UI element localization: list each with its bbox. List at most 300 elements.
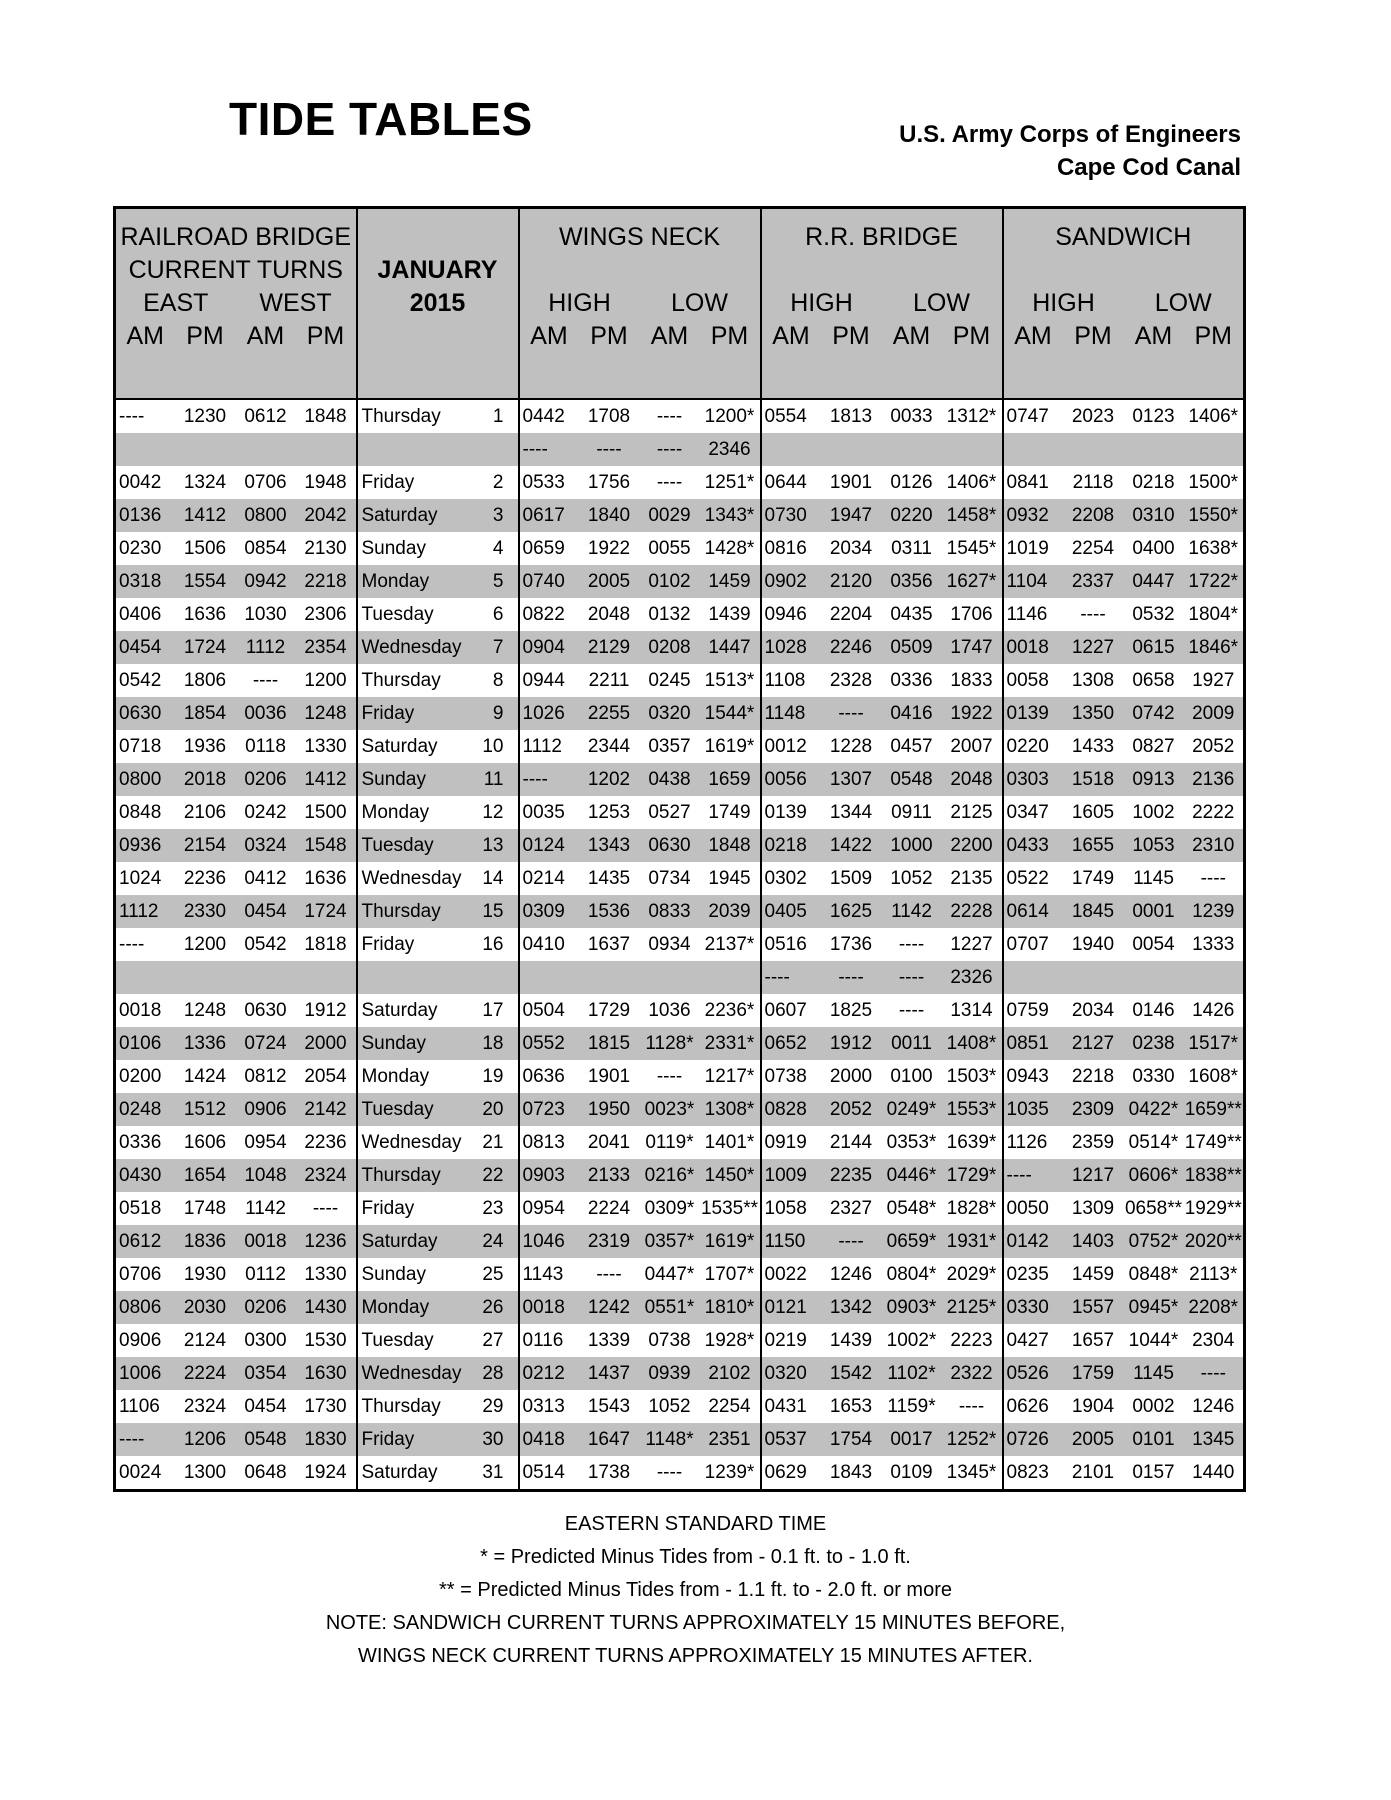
wn-high-am-cell: 0514 [519, 1456, 579, 1491]
wn-high-am-cell: 1143 [519, 1258, 579, 1291]
rr-high-am-cell: 0537 [761, 1423, 821, 1456]
table-row [115, 1456, 1245, 1491]
wn-low-am-cell: 0216* [640, 1159, 700, 1192]
table-row [115, 598, 1245, 631]
wn-low-am-cell: 0934 [640, 928, 700, 961]
rr-east-pm-cell: 1930 [175, 1258, 236, 1291]
rr-high-am-cell: 1058 [761, 1192, 821, 1225]
rr-east-pm-cell: 1300 [175, 1456, 236, 1491]
wn-high-am-cell: 0309 [519, 895, 579, 928]
wn-low-am-cell: 0320 [640, 697, 700, 730]
rr-west-pm-cell: 2042 [296, 499, 357, 532]
sw-high-pm-cell: 2359 [1063, 1126, 1124, 1159]
organization-block [899, 118, 1241, 184]
ampm-label: AM [236, 320, 296, 353]
rr-west-am-cell: 0942 [236, 565, 296, 598]
sw-low-pm-cell: 2009 [1184, 697, 1245, 730]
year-label: 2015 [357, 287, 519, 320]
rr-low-pm-cell: 1312* [942, 399, 1003, 433]
sw-low-pm-cell: 1638* [1184, 532, 1245, 565]
sw-high-am-cell: 0526 [1003, 1357, 1063, 1390]
footer-notes [0, 1508, 1391, 1673]
day-name-cell: Monday [357, 1291, 471, 1324]
wn-high-am-cell: 1026 [519, 697, 579, 730]
sw-high-pm-cell: 1227 [1063, 631, 1124, 664]
wn-high-pm-cell: 1242 [579, 1291, 640, 1324]
rr-high-am-cell: 0219 [761, 1324, 821, 1357]
rr-west-am-cell: 0454 [236, 895, 296, 928]
rr-low-am-cell: 0457 [882, 730, 942, 763]
rr-high-pm-cell: 2204 [821, 598, 882, 631]
day-name-cell: Friday [357, 466, 471, 499]
sw-high-am-cell: 0330 [1003, 1291, 1063, 1324]
day-name-cell: Tuesday [357, 598, 471, 631]
sw-low-am-cell [1124, 433, 1184, 466]
rr-high-am-cell: 0607 [761, 994, 821, 1027]
sw-low-am-cell: 0400 [1124, 532, 1184, 565]
day-number-cell: 19 [471, 1060, 519, 1093]
rr-high-am-cell: 1150 [761, 1225, 821, 1258]
rr-low-pm-cell: 1931* [942, 1225, 1003, 1258]
day-number-cell: 5 [471, 565, 519, 598]
wn-low-pm-cell: 2254 [700, 1390, 761, 1423]
sw-high-pm-cell: 1845 [1063, 895, 1124, 928]
sw-low-am-cell: 0330 [1124, 1060, 1184, 1093]
table-row [115, 664, 1245, 697]
sw-high-am-cell: 0142 [1003, 1225, 1063, 1258]
rr-east-pm-cell: 1412 [175, 499, 236, 532]
rr-east-pm-cell: 1200 [175, 928, 236, 961]
wn-low-pm-cell: 2331* [700, 1027, 761, 1060]
rr-east-pm-cell: 2224 [175, 1357, 236, 1390]
rr-low-am-cell: 0100 [882, 1060, 942, 1093]
rr-west-pm-cell: 1630 [296, 1357, 357, 1390]
rr-low-am-cell: 0548 [882, 763, 942, 796]
rr-low-pm-cell: 2048 [942, 763, 1003, 796]
sw-low-am-cell: 0532 [1124, 598, 1184, 631]
sw-low-am-cell: 0101 [1124, 1423, 1184, 1456]
rr-high-am-cell: 0139 [761, 796, 821, 829]
day-number-cell: 13 [471, 829, 519, 862]
sw-low-am-cell: 0447 [1124, 565, 1184, 598]
sw-low-am-cell: 0827 [1124, 730, 1184, 763]
rr-east-am-cell: 0936 [115, 829, 175, 862]
sw-low-am-cell: 1145 [1124, 862, 1184, 895]
rr-high-pm-cell: 1653 [821, 1390, 882, 1423]
wn-high-am-cell: 0018 [519, 1291, 579, 1324]
day-number-cell: 18 [471, 1027, 519, 1060]
rr-east-pm-cell: 1724 [175, 631, 236, 664]
wn-high-pm-cell: 1756 [579, 466, 640, 499]
rr-low-am-cell: 1159* [882, 1390, 942, 1423]
sw-low-am-cell: 1053 [1124, 829, 1184, 862]
rr-low-pm-cell: 2125 [942, 796, 1003, 829]
wn-high-am-cell: 0944 [519, 664, 579, 697]
rr-low-am-cell [882, 433, 942, 466]
rr-east-am-cell: 0630 [115, 697, 175, 730]
rr-high-pm-cell: 2328 [821, 664, 882, 697]
rr-high-pm-cell: ---- [821, 697, 882, 730]
day-number-cell: 22 [471, 1159, 519, 1192]
rr-west-pm-cell: 2236 [296, 1126, 357, 1159]
rr-east-am-cell: 0454 [115, 631, 175, 664]
sw-low-am-cell: 0913 [1124, 763, 1184, 796]
sw-high-pm-cell: 2101 [1063, 1456, 1124, 1491]
rr-east-am-cell: 0806 [115, 1291, 175, 1324]
rr-west-am-cell: 0706 [236, 466, 296, 499]
rr-west-am-cell: 0300 [236, 1324, 296, 1357]
table-row [115, 1159, 1245, 1192]
table-row [115, 796, 1245, 829]
rr-high-am-cell: 0919 [761, 1126, 821, 1159]
table-row [115, 1027, 1245, 1060]
sw-low-pm-cell: 1406* [1184, 399, 1245, 433]
wn-low-am-cell: ---- [640, 466, 700, 499]
rr-west-am-cell: 0018 [236, 1225, 296, 1258]
rr-low-am-cell: 1102* [882, 1357, 942, 1390]
rr-west-am-cell: 0324 [236, 829, 296, 862]
sw-high-am-cell: 0427 [1003, 1324, 1063, 1357]
rr-east-am-cell: 0718 [115, 730, 175, 763]
wn-high-pm-cell: 1202 [579, 763, 640, 796]
wn-low-pm-cell: 1619* [700, 1225, 761, 1258]
rr-west-pm-cell: ---- [296, 1192, 357, 1225]
rr-high-am-cell: 0022 [761, 1258, 821, 1291]
sw-high-pm-cell: 2309 [1063, 1093, 1124, 1126]
sw-low-pm-cell: 1440 [1184, 1456, 1245, 1491]
sw-high-am-cell: 0823 [1003, 1456, 1063, 1491]
table-row [115, 433, 1245, 466]
day-number-cell: 16 [471, 928, 519, 961]
table-row [115, 1093, 1245, 1126]
rr-bridge-title: R.R. BRIDGE [761, 221, 1003, 254]
rr-west-pm-cell: 1830 [296, 1423, 357, 1456]
rr-low-pm-cell: 1639* [942, 1126, 1003, 1159]
rr-high-am-cell [761, 433, 821, 466]
day-number-cell: 3 [471, 499, 519, 532]
rr-east-pm-cell: 2018 [175, 763, 236, 796]
rr-high-am-cell: 0218 [761, 829, 821, 862]
rr-east-am-cell: 1006 [115, 1357, 175, 1390]
sw-high-pm-cell: 2218 [1063, 1060, 1124, 1093]
rr-west-am-cell: 0206 [236, 763, 296, 796]
sw-low-pm-cell: 1804* [1184, 598, 1245, 631]
rr-west-am-cell: 0454 [236, 1390, 296, 1423]
rr-high-am-cell: 1028 [761, 631, 821, 664]
sw-high-pm-cell: 1655 [1063, 829, 1124, 862]
rr-west-am-cell: ---- [236, 664, 296, 697]
wn-low-am-cell: 0102 [640, 565, 700, 598]
wn-low-pm-cell: 1848 [700, 829, 761, 862]
sw-low-pm-cell [1184, 433, 1245, 466]
ampm-label: PM [1184, 320, 1245, 353]
rr-west-pm-cell: 1412 [296, 763, 357, 796]
rr-high-pm-cell: 1912 [821, 1027, 882, 1060]
wn-low-pm-cell: 1535** [700, 1192, 761, 1225]
sw-low-pm-cell: 1722* [1184, 565, 1245, 598]
wn-low-pm-cell: 1513* [700, 664, 761, 697]
sw-high-pm-cell: 1904 [1063, 1390, 1124, 1423]
rr-high-pm-cell: 1228 [821, 730, 882, 763]
wn-high-pm-cell: 1901 [579, 1060, 640, 1093]
rr-east-am-cell: 0848 [115, 796, 175, 829]
rr-low-pm-cell: 1252* [942, 1423, 1003, 1456]
rr-west-am-cell [236, 961, 296, 994]
wn-low-am-cell: 1128* [640, 1027, 700, 1060]
rr-east-am-cell: ---- [115, 1423, 175, 1456]
wn-high-am-cell: 0904 [519, 631, 579, 664]
sw-low-pm-cell: 1659** [1184, 1093, 1245, 1126]
day-name-cell: Tuesday [357, 1324, 471, 1357]
wn-high-pm-cell: ---- [579, 433, 640, 466]
table-row [115, 1192, 1245, 1225]
day-name-cell: Saturday [357, 730, 471, 763]
rr-current-title-1: RAILROAD BRIDGE [115, 221, 357, 254]
sw-low-am-cell: 0002 [1124, 1390, 1184, 1423]
sw-low-am-cell: 0310 [1124, 499, 1184, 532]
rr-low-pm-cell: 1922 [942, 697, 1003, 730]
rr-low-pm-cell: 1747 [942, 631, 1003, 664]
wn-low-am-cell: 0833 [640, 895, 700, 928]
ampm-label: AM [640, 320, 700, 353]
rr-low-pm-cell: 2135 [942, 862, 1003, 895]
sw-high-pm-cell [1063, 961, 1124, 994]
rr-high-am-cell: 0516 [761, 928, 821, 961]
rr-high-pm-cell: 2246 [821, 631, 882, 664]
ampm-label: PM [700, 320, 761, 353]
sw-high-am-cell: ---- [1003, 1159, 1063, 1192]
day-name-cell [357, 433, 471, 466]
rr-east-pm-cell [175, 961, 236, 994]
day-name-cell: Tuesday [357, 829, 471, 862]
sw-low-am-cell: 0615 [1124, 631, 1184, 664]
sw-low-pm-cell: 1927 [1184, 664, 1245, 697]
wn-low-am-cell: 1036 [640, 994, 700, 1027]
rr-high-am-cell: 1009 [761, 1159, 821, 1192]
sw-high-pm-cell: 1749 [1063, 862, 1124, 895]
sw-low-am-cell: 0157 [1124, 1456, 1184, 1491]
sw-high-pm-cell: 1350 [1063, 697, 1124, 730]
rr-high-pm-cell: 2052 [821, 1093, 882, 1126]
rr-low-am-cell: 0548* [882, 1192, 942, 1225]
rr-east-pm-cell [175, 433, 236, 466]
rr-west-pm-cell: 1500 [296, 796, 357, 829]
wn-high-am-cell: 0116 [519, 1324, 579, 1357]
sw-high-pm-cell: 1518 [1063, 763, 1124, 796]
wn-low-am-cell: 0119* [640, 1126, 700, 1159]
day-name-cell: Wednesday [357, 631, 471, 664]
wn-high-am-cell: 0442 [519, 399, 579, 433]
day-number-cell: 30 [471, 1423, 519, 1456]
rr-west-pm-cell: 1330 [296, 1258, 357, 1291]
wn-high-am-cell: 0954 [519, 1192, 579, 1225]
wn-high-pm-cell [579, 961, 640, 994]
rr-east-pm-cell: 1636 [175, 598, 236, 631]
table-row [115, 631, 1245, 664]
rr-low-pm-cell: 1553* [942, 1093, 1003, 1126]
wn-low-am-cell: ---- [640, 399, 700, 433]
sw-high-pm-cell: 2254 [1063, 532, 1124, 565]
rr-high-pm-cell: 2000 [821, 1060, 882, 1093]
rr-east-pm-cell: 1654 [175, 1159, 236, 1192]
table-row [115, 763, 1245, 796]
rr-west-pm-cell: 2130 [296, 532, 357, 565]
wn-high-am-cell: 0617 [519, 499, 579, 532]
day-name-cell: Friday [357, 697, 471, 730]
rr-east-pm-cell: 1936 [175, 730, 236, 763]
wn-low-am-cell: 0438 [640, 763, 700, 796]
rr-east-am-cell: 0518 [115, 1192, 175, 1225]
day-name-cell: Thursday [357, 1159, 471, 1192]
rr-low-am-cell: 0311 [882, 532, 942, 565]
sw-low-label: LOW [1124, 287, 1245, 320]
wn-high-am-cell: 0740 [519, 565, 579, 598]
sw-low-pm-cell: 2310 [1184, 829, 1245, 862]
wn-high-pm-cell: 2005 [579, 565, 640, 598]
sw-high-pm-cell: 2127 [1063, 1027, 1124, 1060]
rr-high-pm-cell: 1542 [821, 1357, 882, 1390]
rr-east-pm-cell: 2030 [175, 1291, 236, 1324]
rr-low-pm-cell: 1627* [942, 565, 1003, 598]
day-number-cell [471, 961, 519, 994]
wn-low-am-cell: ---- [640, 1060, 700, 1093]
table-row [115, 1357, 1245, 1390]
rr-east-am-cell: 0906 [115, 1324, 175, 1357]
wn-low-am-cell: 0309* [640, 1192, 700, 1225]
day-number-cell: 25 [471, 1258, 519, 1291]
rr-east-pm-cell: 1854 [175, 697, 236, 730]
day-number-cell: 31 [471, 1456, 519, 1491]
sw-high-pm-cell: 1308 [1063, 664, 1124, 697]
rr-high-am-cell: 0629 [761, 1456, 821, 1491]
rr-west-am-cell: 0854 [236, 532, 296, 565]
wn-low-pm-cell: 1239* [700, 1456, 761, 1491]
wn-low-am-cell [640, 961, 700, 994]
table-row [115, 895, 1245, 928]
rr-low-pm-cell: 2029* [942, 1258, 1003, 1291]
wn-low-am-cell: 0939 [640, 1357, 700, 1390]
sw-high-pm-cell: ---- [1063, 598, 1124, 631]
day-name-cell: Friday [357, 928, 471, 961]
rr-low-am-cell: 1002* [882, 1324, 942, 1357]
rr-east-pm-cell: 1748 [175, 1192, 236, 1225]
table-body [115, 399, 1245, 1491]
ampm-label: AM [882, 320, 942, 353]
sw-low-am-cell: 1044* [1124, 1324, 1184, 1357]
rr-west-am-cell: 1142 [236, 1192, 296, 1225]
rr-high-pm-cell: 1947 [821, 499, 882, 532]
table-row [115, 961, 1245, 994]
rr-high-pm-cell: 2144 [821, 1126, 882, 1159]
wn-high-pm-cell: 1637 [579, 928, 640, 961]
table-row [115, 499, 1245, 532]
rr-high-pm-cell: 2235 [821, 1159, 882, 1192]
day-number-cell: 2 [471, 466, 519, 499]
ampm-label: AM [1003, 320, 1063, 353]
day-name-cell: Thursday [357, 895, 471, 928]
rr-high-am-cell: 0652 [761, 1027, 821, 1060]
day-name-cell: Sunday [357, 1027, 471, 1060]
rr-high-pm-cell: 1307 [821, 763, 882, 796]
rr-low-am-cell: 0033 [882, 399, 942, 433]
ampm-label: AM [115, 320, 175, 353]
wn-low-am-cell: 0357 [640, 730, 700, 763]
day-name-cell: Sunday [357, 763, 471, 796]
rr-low-pm-cell: 1458* [942, 499, 1003, 532]
wn-low-pm-cell: 2137* [700, 928, 761, 961]
rr-west-am-cell: 0800 [236, 499, 296, 532]
wn-low-am-cell: 0630 [640, 829, 700, 862]
rr-east-pm-cell: 1230 [175, 399, 236, 433]
wn-high-am-cell: 1046 [519, 1225, 579, 1258]
rr-west-pm-cell [296, 433, 357, 466]
rr-low-am-cell: 0446* [882, 1159, 942, 1192]
sw-high-pm-cell: 1309 [1063, 1192, 1124, 1225]
rr-east-am-cell: 1106 [115, 1390, 175, 1423]
sw-low-pm-cell: 2113* [1184, 1258, 1245, 1291]
day-number-cell: 28 [471, 1357, 519, 1390]
day-name-cell: Monday [357, 565, 471, 598]
rr-high-pm-cell: 1344 [821, 796, 882, 829]
rr-east-am-cell: 0430 [115, 1159, 175, 1192]
rr-east-pm-cell: 1806 [175, 664, 236, 697]
wn-low-am-cell: 0023* [640, 1093, 700, 1126]
wn-high-am-cell: 0822 [519, 598, 579, 631]
rr-low-am-cell: 0220 [882, 499, 942, 532]
sw-low-pm-cell: 1846* [1184, 631, 1245, 664]
rr-east-pm-cell: 1324 [175, 466, 236, 499]
rr-high-am-cell: 0902 [761, 565, 821, 598]
day-name-cell: Saturday [357, 499, 471, 532]
ampm-label: PM [821, 320, 882, 353]
rr-high-am-cell: 0012 [761, 730, 821, 763]
sw-high-am-cell: 0759 [1003, 994, 1063, 1027]
table-row [115, 466, 1245, 499]
day-number-cell: 11 [471, 763, 519, 796]
table-row [115, 399, 1245, 433]
sw-high-pm-cell: 1459 [1063, 1258, 1124, 1291]
wn-high-pm-cell: ---- [579, 1258, 640, 1291]
sw-low-am-cell: 1002 [1124, 796, 1184, 829]
wn-high-pm-cell: 1536 [579, 895, 640, 928]
rr-low-pm-cell: 1729* [942, 1159, 1003, 1192]
rr-east-pm-cell: 2236 [175, 862, 236, 895]
table-row [115, 1126, 1245, 1159]
rr-high-am-cell: ---- [761, 961, 821, 994]
wn-high-am-cell: 0124 [519, 829, 579, 862]
rr-high-pm-cell: 1439 [821, 1324, 882, 1357]
wn-high-am-cell: 0504 [519, 994, 579, 1027]
wn-high-pm-cell: 2255 [579, 697, 640, 730]
sw-low-am-cell: 0752* [1124, 1225, 1184, 1258]
sw-low-am-cell: 0238 [1124, 1027, 1184, 1060]
sw-high-pm-cell: 2118 [1063, 466, 1124, 499]
sw-low-am-cell: 0848* [1124, 1258, 1184, 1291]
sw-high-am-cell: 0841 [1003, 466, 1063, 499]
rr-west-pm-cell: 1200 [296, 664, 357, 697]
day-number-cell: 12 [471, 796, 519, 829]
wn-low-am-cell: 0738 [640, 1324, 700, 1357]
table-row [115, 1225, 1245, 1258]
sw-high-am-cell: 0851 [1003, 1027, 1063, 1060]
wn-low-am-cell: 0029 [640, 499, 700, 532]
rr-east-am-cell: ---- [115, 928, 175, 961]
ampm-label: PM [296, 320, 357, 353]
wn-high-am-cell: 0636 [519, 1060, 579, 1093]
rr-high-am-cell: 1148 [761, 697, 821, 730]
rr-high-pm-cell: ---- [821, 961, 882, 994]
wn-low-am-cell: 0055 [640, 532, 700, 565]
